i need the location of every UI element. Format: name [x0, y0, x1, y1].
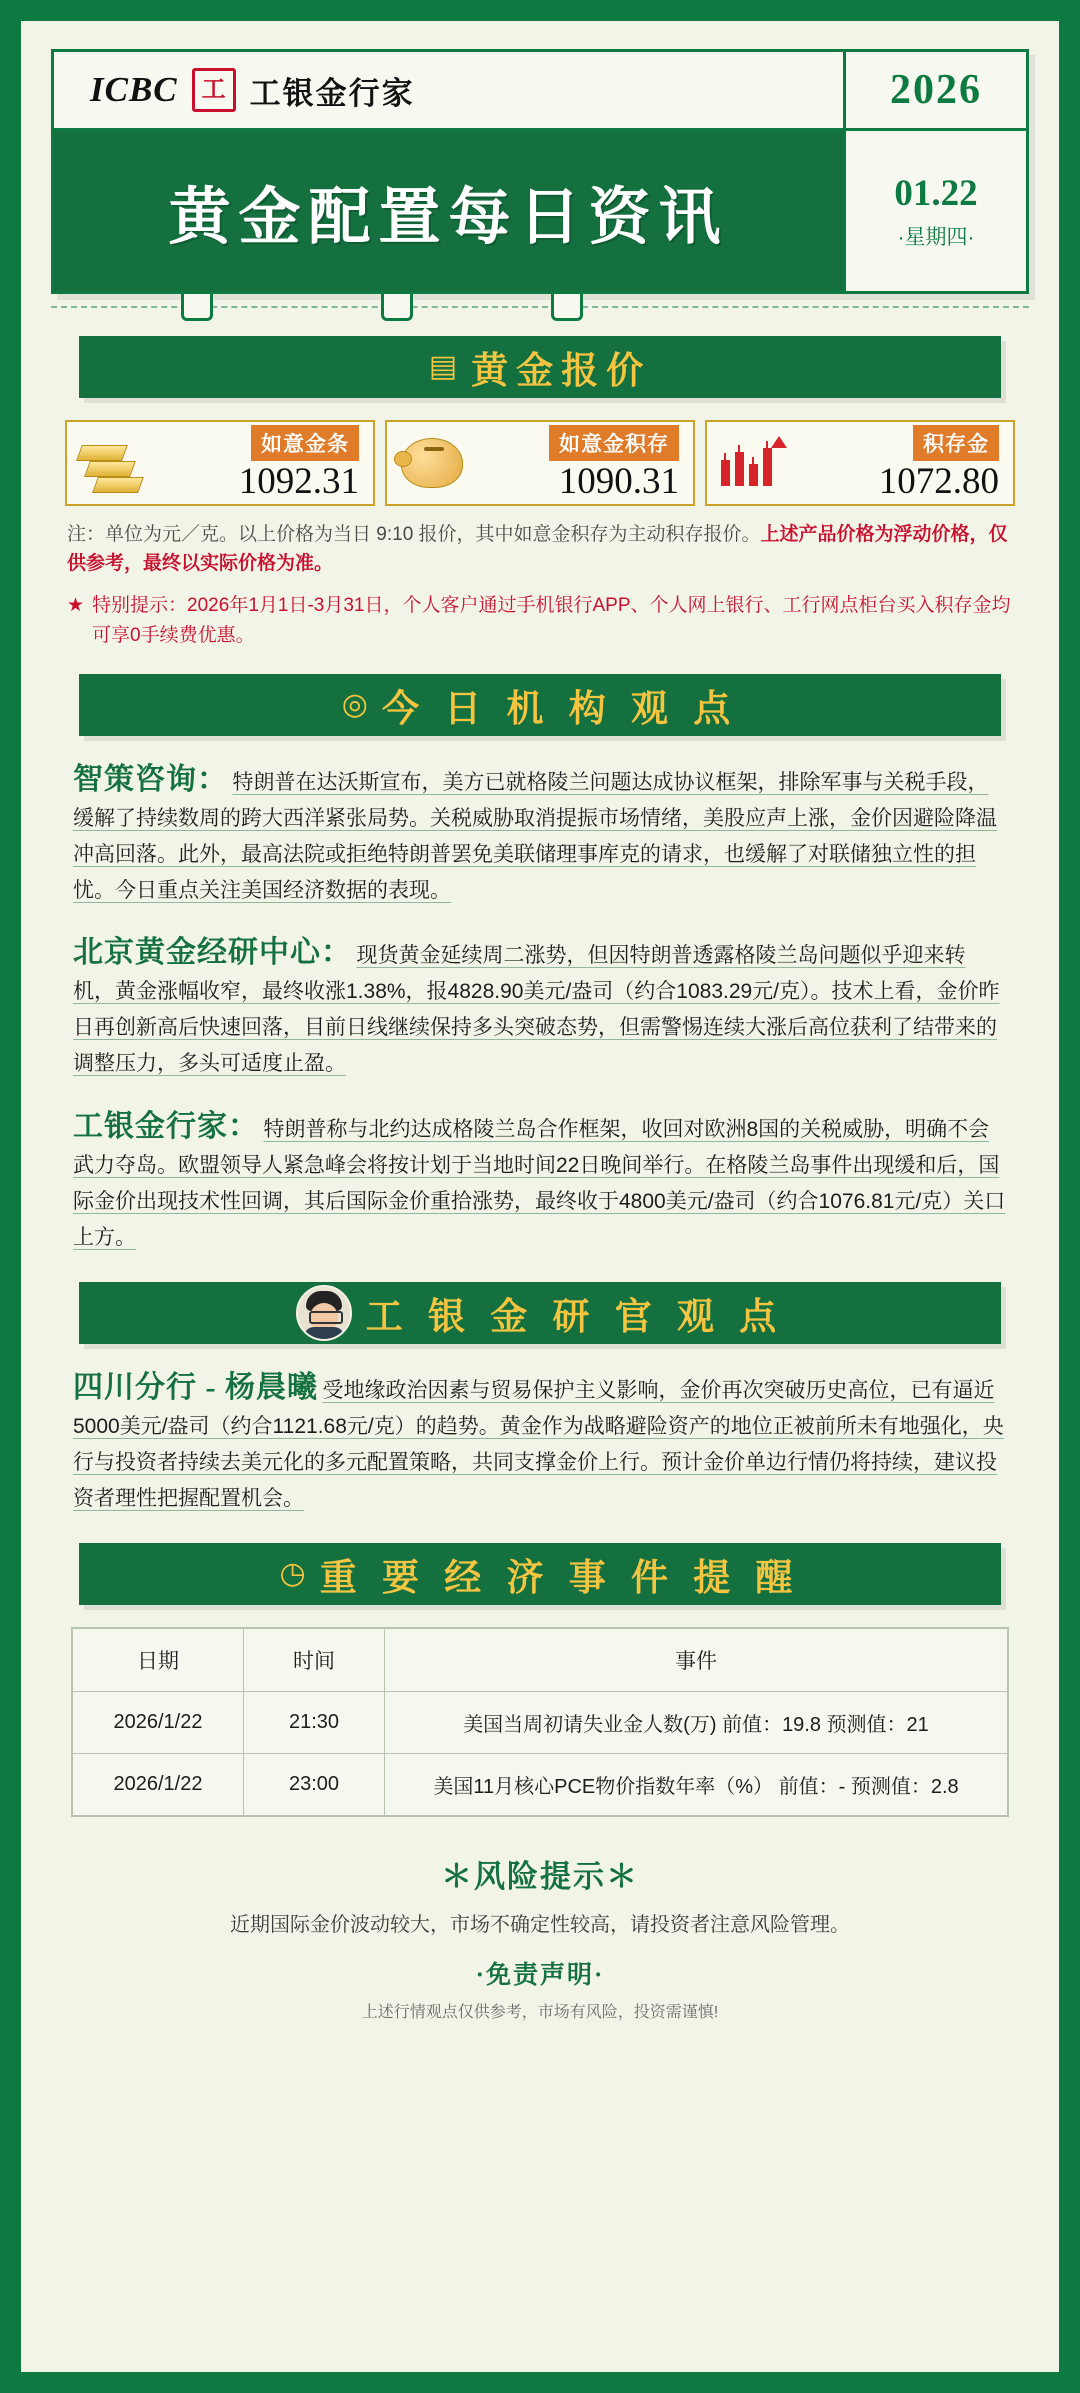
opinion-source: 工银金行家： [73, 1109, 259, 1143]
opinion-source: 智策咨询： [73, 762, 228, 796]
clock-icon: ◷ [279, 1557, 306, 1591]
tab-notch-2 [381, 294, 413, 321]
opinion-source: 北京黄金经研中心： [73, 936, 352, 970]
table-row [72, 1754, 1008, 1817]
header [51, 49, 1029, 294]
analyst-name: 四川分行 - 杨晨曦 [73, 1370, 318, 1404]
brand [54, 52, 843, 128]
quote-banner [79, 336, 1001, 398]
date-value: 01.22 [894, 172, 978, 214]
quote-card [385, 420, 695, 506]
quote-value: 1092.31 [238, 460, 359, 502]
column-header-date: 日期 [72, 1628, 244, 1692]
icbc-logo-text: ICBC [90, 70, 178, 109]
institution-banner-title: 今 日 机 构 观 点 [381, 688, 739, 730]
column-header-time: 时间 [244, 1628, 385, 1692]
brand-name-cn: 工银金行家 [249, 75, 415, 111]
analyst-avatar [296, 1285, 352, 1341]
quote-label: 如意金积存 [549, 425, 679, 461]
analyst-banner-title: 工 银 金 研 官 观 点 [365, 1296, 785, 1338]
promo-tip-text: 特别提示：2026年1月1日-3月31日，个人客户通过手机银行APP、个人网上银行、工行网点柜台买入积存金均可享0手续费优惠。 [92, 594, 1011, 647]
header-top [54, 52, 1026, 131]
icbc-logo-icon: 工 [192, 68, 236, 112]
quote-label: 如意金条 [251, 425, 359, 461]
quote-note-text: 注：单位为元／克。以上价格为当日 9:10 报价，其中如意金积存为主动积存报价。 [67, 524, 761, 545]
promo-tip [67, 591, 1013, 652]
cell-event: 美国当周初请失业金人数(万) 前值：19.8 预测值：21 [385, 1692, 1009, 1754]
header-tabs [51, 294, 1029, 336]
opinion-text: 特朗普称与北约达成格陵兰岛合作框架，收回对欧洲8国的关税威胁，明确不会武力夺岛。欧盟领导人紧急峰会将按计划于当地时间22日晚间举行。在格陵兰岛事件出现缓和后，国际金价出现技术性回调，其后国际金价重拾涨势，最终收于4800美元/盎司（约合1076.81元/克）关口上方。 [73, 1117, 1006, 1249]
piggy-bank-icon [395, 430, 469, 496]
candlestick-icon [715, 430, 789, 496]
quote-value: 1090.31 [558, 460, 679, 502]
table-row [72, 1692, 1008, 1754]
cell-time: 23:00 [244, 1754, 385, 1817]
column-header-event: 事件 [385, 1628, 1009, 1692]
quote-cards [65, 420, 1015, 506]
events-banner-title: 重 要 经 济 事 件 提 醒 [319, 1558, 801, 1600]
quote-note [67, 520, 1013, 579]
weekday-value: ·星期四· [897, 225, 975, 249]
events-table [71, 1627, 1009, 1817]
cell-date: 2026/1/22 [72, 1754, 244, 1817]
header-bottom [54, 131, 1026, 291]
events-banner [79, 1543, 1001, 1605]
tab-notch-1 [181, 294, 213, 321]
date-block [843, 131, 1026, 291]
risk-title: ＊风险提示＊ [441, 1859, 639, 1895]
cell-date: 2026/1/22 [72, 1692, 244, 1754]
gold-bar-icon: ▤ [428, 350, 458, 383]
disclaimer-text: 上述行情观点仅供参考，市场有风险，投资需谨慎! [361, 2004, 719, 2022]
cell-event: 美国11月核心PCE物价指数年率（%） 前值：- 预测值：2.8 [385, 1754, 1009, 1817]
year-label: 2026 [843, 52, 1026, 128]
quote-card-values [469, 425, 685, 502]
opinion-text: 特朗普在达沃斯宣布，美方已就格陵兰问题达成协议框架，排除军事与关税手段，缓解了持续数周的跨大西洋紧张局势。关税威胁取消提振市场情绪，美股应声上涨，金价因避险降温冲高回落。此外，最高法院或拒绝特朗普罢免美联储理事库克的请求，也缓解了对联储独立性的担忧。今日重点关注美国经济数据的表现。 [73, 770, 997, 902]
star-icon: ★ [67, 594, 85, 616]
tab-notch-3 [551, 294, 583, 321]
analyst-banner [79, 1282, 1001, 1344]
quote-card-values [789, 425, 1005, 502]
eye-icon: ◎ [341, 687, 368, 721]
quote-label: 积存金 [913, 425, 999, 461]
opinion-item [73, 927, 1007, 1082]
quote-card [65, 420, 375, 506]
quote-value: 1072.80 [878, 460, 999, 502]
quote-note-highlight: 上述产品价格为浮动价格，仅供参考，最终以实际价格为准。 [67, 524, 1008, 575]
quote-banner-title: 黄金报价 [471, 351, 652, 392]
quote-card [705, 420, 1015, 506]
cell-time: 21:30 [244, 1692, 385, 1754]
analyst-item [73, 1362, 1007, 1517]
opinion-item [73, 1101, 1007, 1256]
page-title [54, 131, 843, 291]
risk-text: 近期国际金价波动较大，市场不确定性较高，请投资者注意风险管理。 [230, 1914, 850, 1937]
table-header-row [72, 1628, 1008, 1692]
gold-bars-icon [75, 430, 149, 496]
footer [21, 1851, 1059, 2022]
opinion-text: 现货黄金延续周二涨势，但因特朗普透露格陵兰岛问题似乎迎来转机，黄金涨幅收窄，最终收涨1.38%，报4828.90美元/盎司（约合1083.29元/克）。技术上看，金价昨日再创新高后快速回落，目前日线继续保持多头突破态势，但需警惕连续大涨后高位获利了结带来的调整压力，多头可适度止盈。 [73, 944, 1000, 1076]
poster-inner [18, 18, 1062, 2375]
disclaimer-title: ·免责声明· [475, 1962, 605, 1990]
institution-banner [79, 674, 1001, 736]
quote-card-values [149, 425, 365, 502]
page-title-text: 黄金配置每日资讯 [168, 183, 729, 252]
opinion-item [73, 754, 1007, 909]
analyst-text: 受地缘政治因素与贸易保护主义影响，金价再次突破历史高位，已有逼近5000美元/盎司（约合1121.68元/克）的趋势。黄金作为战略避险资产的地位正被前所未有地强化，央行与投资者持续去美元化的多元配置策略，共同支撑金价上行。预计金价单边行情仍将持续，建议投资者理性把握配置机会。 [73, 1378, 1004, 1511]
